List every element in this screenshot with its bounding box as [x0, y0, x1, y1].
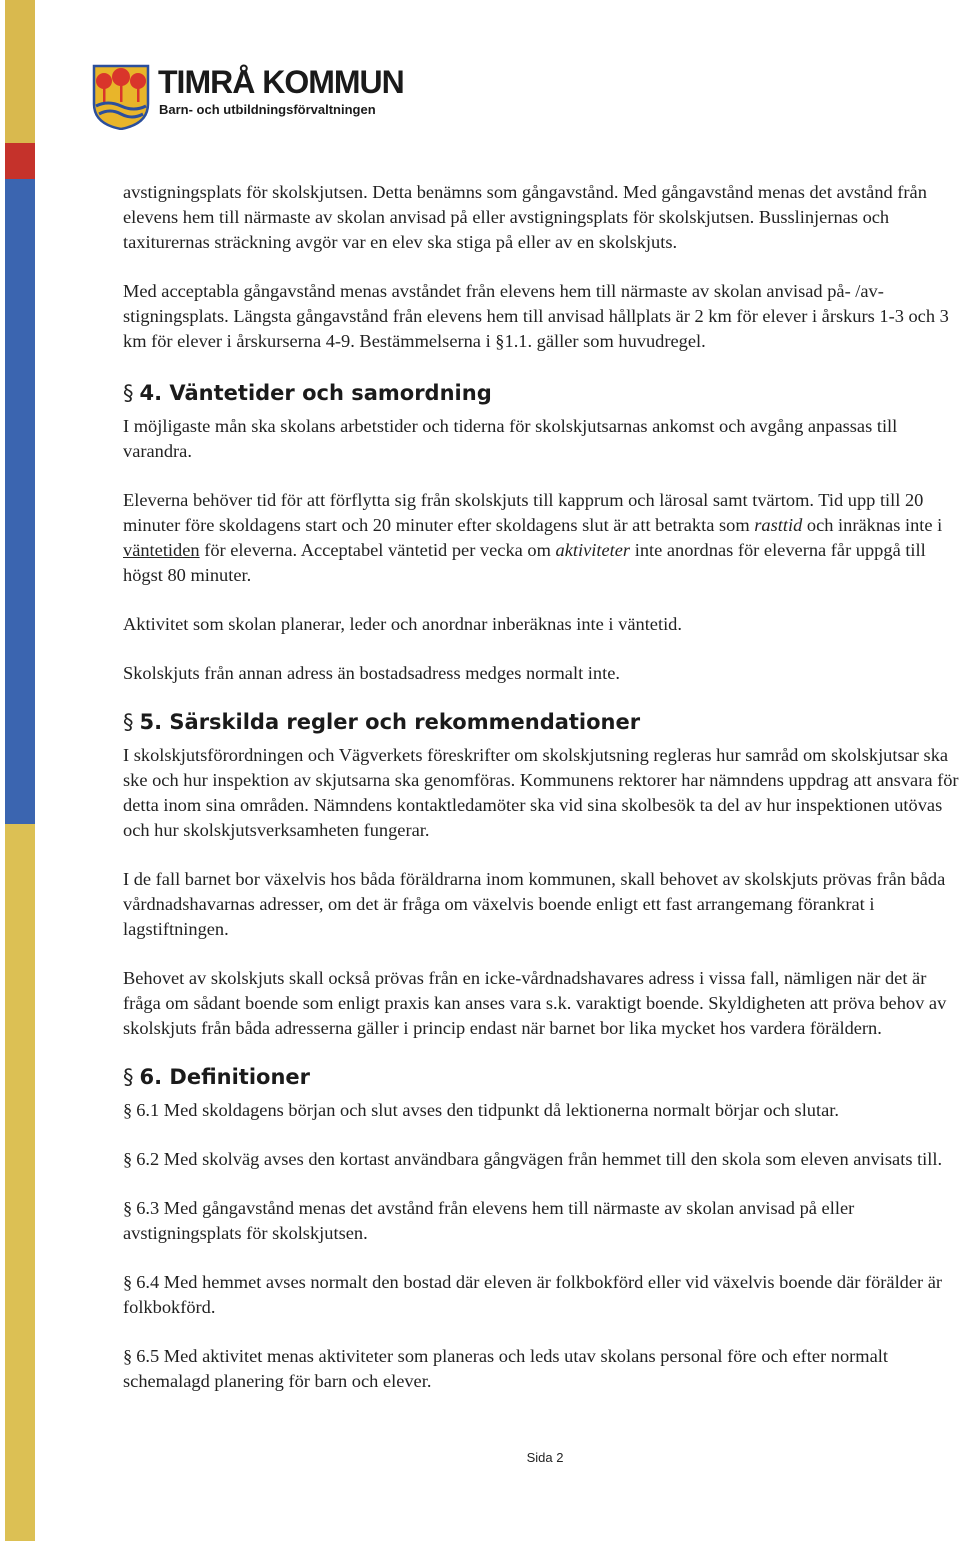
section-4-paragraph-2: Eleverna behöver tid för att förflytta sig från skolskjuts till kapprum och lärosal samt tvärtom. Tid upp till 20 minuter före skoldagens start och 20 minuter efter skoldagens slut är att betrakta som rasttid och inräknas inte i väntetiden för eleverna. Acceptabel väntetid per vecka om aktiviteter inte anordnas för eleverna får uppgå till högst 80 minuter. [123, 490, 943, 585]
brand-subtitle: Barn- och utbildningsförvaltningen [159, 102, 376, 117]
section-6-heading: § 6. Definitioner [123, 1065, 311, 1089]
term-vantetiden: väntetiden [123, 540, 200, 560]
section-4-heading: § 4. Väntetider och samordning [123, 381, 492, 405]
paragraph-top-2-text: Med acceptabla gångavstånd menas avståndet från elevens hem till närmaste av skolan anvisad på- /av- stigningsplats. Längsta gångavstånd från elevens hem till anvisad hållplats är 2 km för elever i årskurs 1-3 och 3 km för elever i årskurserna 4-9. Bestämmelserna i [123, 281, 949, 351]
definition-6-5: § 6.5 Med aktivitet menas aktiviteter som planeras och leds utav skolans personal före och efter normalt schemalagd planering för barn och elever. [123, 1346, 888, 1391]
section-symbol: § [123, 381, 134, 405]
paragraph-top-2-end: 1.1. gäller som huvudregel. [504, 331, 706, 351]
paragraph-top-2 [123, 279, 960, 354]
municipal-crest-icon [92, 64, 150, 130]
document-body [123, 180, 960, 1418]
section-symbol: § [123, 1149, 133, 1169]
section-5-paragraph-1: I skolskjutsförordningen och Vägverkets föreskrifter om skolskjutsning regleras hur samråd om skolskjutsar ska ske och hur inspektion av skjutsarna ska genomföras. Kommunens rektorer har nämndens uppdrag att ansvara för detta inom sina områden. Nämndens kontaktledamöter ska vid sina skolbesök ta del av hur inspektionen utövas och hur skolskjutsverksamheten fungerar. [123, 745, 959, 840]
definition-6-4: § 6.4 Med hemmet avses normalt den bostad där eleven är folkbokförd eller vid växelvis boende där förälder är folkbokförd. [123, 1272, 943, 1317]
side-stripe-gold-bottom [5, 824, 35, 1541]
side-stripe-blue [5, 179, 35, 824]
section-symbol: § [123, 1272, 133, 1292]
definition-6-1: § 6.1 Med skoldagens början och slut avses den tidpunkt då lektionerna normalt börjar och slutar. [123, 1100, 839, 1120]
side-stripe-red [5, 143, 35, 179]
section-4-paragraph-1: I möjligaste mån ska skolans arbetstider och tiderna för skolskjutsarnas ankomst och avgång anpassas till varandra. [123, 416, 898, 461]
term-aktiviteter: aktiviteter [555, 540, 631, 560]
brand-name: TIMRÅ KOMMUN [158, 64, 404, 100]
paragraph-top-1: avstigningsplats för skolskjutsen. Detta benämns som gångavstånd. Med gångavstånd menas det avstånd från elevens hem till närmaste av skolan anvisad på eller avstigningsplats för skolskjutsen. Busslinjernas och taxiturernas sträckning avgör var en elev ska stiga på eller av en skolskjuts. [123, 182, 927, 252]
section-symbol: § [123, 1346, 133, 1366]
section-symbol: § [123, 1100, 133, 1120]
term-rasttid: rasttid [754, 515, 803, 535]
section-4-paragraph-4: Skolskjuts från annan adress än bostadsadress medges normalt inte. [123, 663, 620, 683]
section-symbol: § [123, 710, 134, 734]
header-logo [92, 62, 404, 130]
side-stripe-gold-top [5, 0, 35, 143]
section-5-paragraph-3: Behovet av skolskjuts skall också prövas från en icke-vårdnadshavares adress i vissa fall, nämligen när det är fråga om sådant boende som enligt praxis kan anses vara s.k. varaktigt boende. Skyldigheten att pröva behov av skolskjuts från båda adresserna gäller i princip endast när barnet bor lika mycket hos vardera föräldern. [123, 968, 947, 1038]
section-5-paragraph-2: I de fall barnet bor växelvis hos båda föräldrarna inom kommunen, skall behovet av skolskjuts prövas från båda vårdnadshavarnas adresser, om det är fråga om växelvis boende enligt ett fast arrangemang förankrat i lagstiftningen. [123, 869, 946, 939]
section-symbol: § [495, 331, 505, 351]
section-symbol: § [123, 1065, 134, 1089]
definition-6-3: § 6.3 Med gångavstånd menas det avstånd från elevens hem till närmaste av skolan anvisad på eller avstigningsplats för skolskjutsen. [123, 1198, 855, 1243]
page-number: Sida 2 [526, 1450, 564, 1465]
section-symbol: § [123, 1198, 133, 1218]
section-5-heading: § 5. Särskilda regler och rekommendationer [123, 710, 641, 734]
section-4-paragraph-3: Aktivitet som skolan planerar, leder och anordnar inberäknas inte i väntetid. [123, 614, 682, 634]
definition-6-2: § 6.2 Med skolväg avses den kortast användbara gångvägen från hemmet till den skola som eleven anvisats till. [123, 1149, 943, 1169]
